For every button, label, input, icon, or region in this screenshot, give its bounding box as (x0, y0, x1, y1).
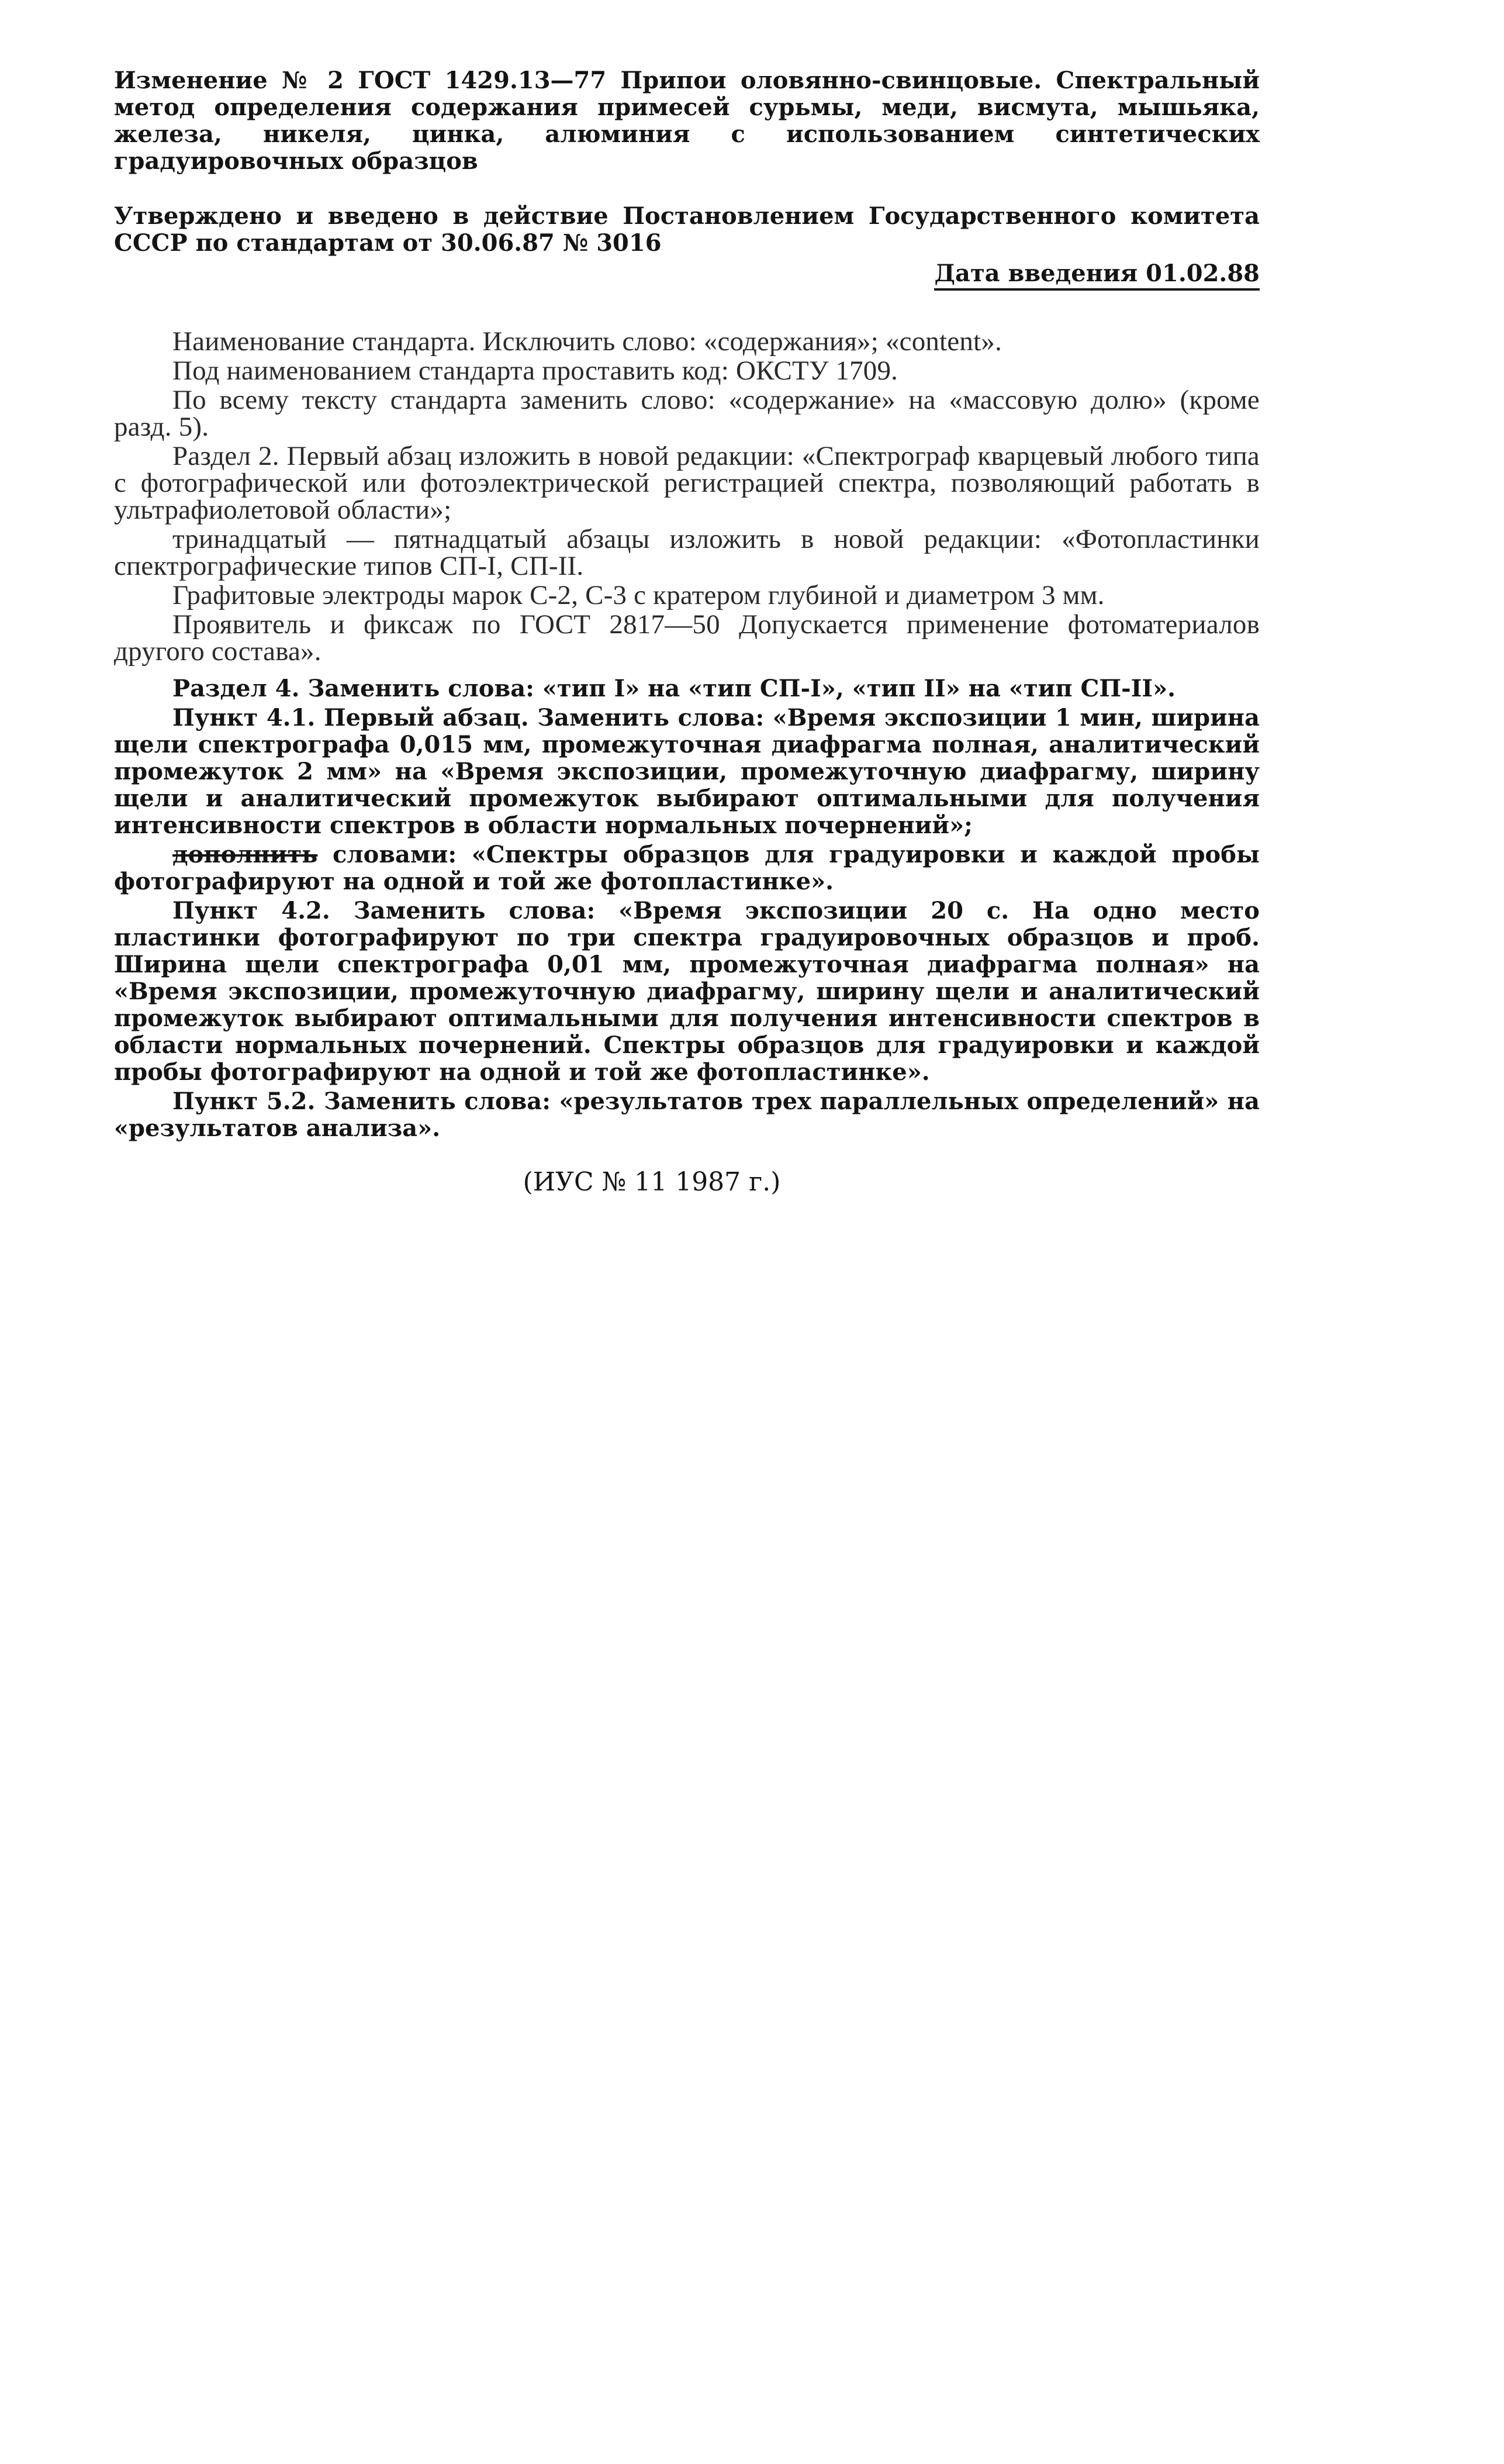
paragraph-supplement (114, 841, 1260, 895)
source-reference: (ИУС № 11 1987 г.) (523, 1167, 781, 1197)
struck-word: дополнить (172, 841, 318, 868)
paragraph-developer: Проявитель и фиксаж по ГОСТ 2817—50 Допускается применение фотоматериалов другого состава». (114, 609, 1260, 667)
paragraph-item-4-1: Пункт 4.1. Первый абзац. Заменить слова: «Время экспозиции 1 мин, ширина щели спектрографа 0,015 мм, промежуточная диафрагма полная, аналитический промежуток 2 мм» на «Время экспозиции, промежуточную диафрагму, ширину щели и аналитический промежуток выбирают оптимальными для получения интенсивности спектров в области нормальных почернений»; (114, 704, 1260, 839)
paragraph-mass-fraction: По всему тексту стандарта заменить слово: «содержание» на «массовую долю» (кроме разд. 5). (114, 385, 1260, 442)
document-body (114, 67, 1260, 1197)
effective-date-line (114, 260, 1260, 287)
effective-date: Дата введения 01.02.88 (934, 260, 1260, 291)
paragraph-okstu-code: Под наименованием стандарта проставить код: ОКСТУ 1709. (172, 356, 898, 386)
approval-statement: Утверждено и введено в действие Постановлением Государственного комитета СССР по стандартам от 30.06.87 № 3016 (114, 202, 1260, 257)
paragraph-item-5-2: Пункт 5.2. Заменить слова: «результатов трех параллельных определений» на «результатов анализа». (114, 1088, 1260, 1142)
amendment-text (114, 328, 1260, 1142)
paragraph-section-2: Раздел 2. Первый абзац изложить в новой редакции: «Спектрограф кварцевый любого типа с фотографической или фотоэлектрической регистрацией спектра, позволяющий работать в ультрафиолетовой области»; (114, 441, 1260, 525)
amendment-title: Изменение № 2 ГОСТ 1429.13—77 Припои оловянно-свинцовые. Спектральный метод определения содержания примесей сурьмы, меди, висмута, мышьяка, железа, никеля, цинка, алюминия с использованием синтетических градуировочных образцов (114, 67, 1260, 175)
paragraph-standard-name: Наименование стандарта. Исключить слово: «содержания»; «content». (172, 326, 1002, 357)
supplement-text: словами: «Спектры образцов для градуировки и каждой пробы фотографируют на одной и той же фотопластинке». (114, 841, 1260, 895)
paragraph-section-4: Раздел 4. Заменить слова: «тип I» на «тип СП-I», «тип II» на «тип СП-II». (172, 675, 1176, 702)
paragraph-photoplates: тринадцатый — пятнадцатый абзацы изложить в новой редакции: «Фотопластинки спектрографические типов СП-I, СП-II. (114, 524, 1260, 581)
paragraph-electrodes: Графитовые электроды марок С-2, С-3 с кратером глубиной и диаметром 3 мм. (172, 580, 1105, 610)
paragraph-item-4-2: Пункт 4.2. Заменить слова: «Время экспозиции 20 с. На одно место пластинки фотографируют по три спектра градуировочных образцов и проб. Ширина щели спектрографа 0,01 мм, промежуточная диафрагма полная» на «Время экспозиции, промежуточную диафрагму, ширину щели и аналитический промежуток выбирают оптимальными для получения интенсивности спектров в области нормальных почернений. Спектры образцов для градуировки и каждой пробы фотографируют на одной и той же фотопластинке». (114, 897, 1260, 1086)
